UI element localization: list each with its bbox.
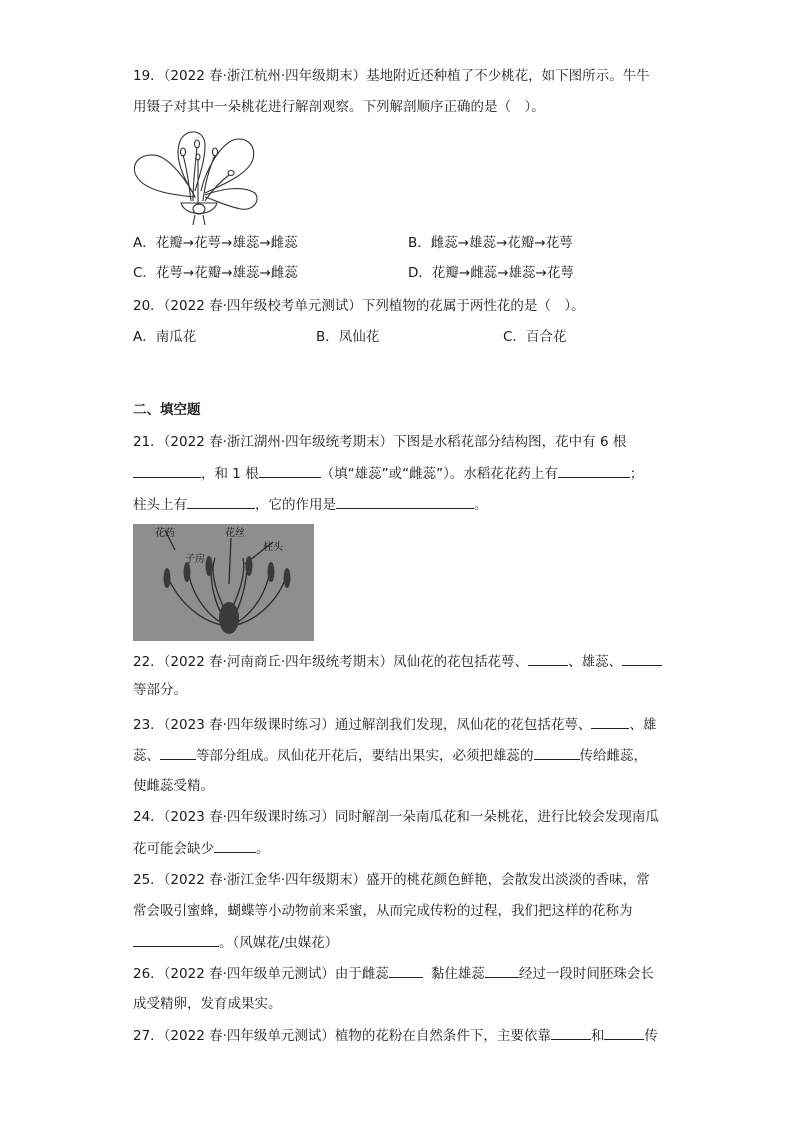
q26-line1: [133, 963, 654, 984]
q22-blank-2[interactable]: [622, 651, 662, 666]
q27-blank-1[interactable]: [551, 1025, 591, 1040]
q21-blank-1[interactable]: [133, 463, 201, 478]
q27-line1: [133, 1025, 658, 1046]
q19-option-b[interactable]: B．雌蕊→雄蕊→花瓣→花萼: [408, 235, 573, 251]
q20-option-c[interactable]: C．百合花: [503, 329, 567, 345]
q19-stem-line2: 用镊子对其中一朵桃花进行解剖观察。下列解剖顺序正确的是（ ）。: [133, 99, 545, 115]
q21-text-2b: （填“雄蕊”或“雌蕊”）。水稻花花药上有: [320, 466, 558, 482]
q19-stem-line1: 19．（2022 春·浙江杭州·四年级期末）基地附近还种植了不少桃花，如下图所示。牛牛: [133, 68, 650, 84]
q22-line2: 等部分。: [133, 682, 187, 698]
q20-option-b[interactable]: B．凤仙花: [316, 329, 380, 345]
q27-text-1a: 27．（2022 春·四年级单元测试）植物的花粉在自然条件下，主要依靠: [133, 1028, 551, 1044]
q27-blank-2[interactable]: [604, 1025, 644, 1040]
q22-text-1a: 22．（2022 春·河南商丘·四年级统考期末）凤仙花的花包括花萼、: [133, 654, 529, 670]
q22-line1: [133, 651, 662, 672]
q27-text-1c: 传: [644, 1028, 658, 1044]
q21-blank-2[interactable]: [259, 463, 321, 478]
rice-label-ovary: 子房: [185, 554, 205, 565]
q23-line3: 使雌蕊受精。: [133, 778, 214, 794]
q26-text-1b: 黏住雄蕊: [430, 966, 485, 982]
q25-line3: [133, 932, 338, 953]
rice-label-stigma: 柱头: [263, 542, 283, 553]
q22-blank-1[interactable]: [528, 651, 568, 666]
rice-flower-photo: [133, 524, 314, 641]
q23-text-2a: 蕊、: [133, 748, 160, 764]
q26-blank-1[interactable]: [389, 963, 423, 978]
q23-text-1b: 、雄: [629, 717, 657, 733]
q23-text-2c: 传给雌蕊，: [579, 748, 647, 764]
q27-text-1b: 和: [590, 1028, 605, 1044]
q26-blank-2[interactable]: [485, 963, 519, 978]
q20-option-a[interactable]: A．南瓜花: [133, 329, 197, 345]
rice-label-anther: 花药: [155, 528, 175, 539]
q19-option-a[interactable]: A．花瓣→花萼→雄蕊→雌蕊: [133, 235, 298, 251]
q20-stem: 20．（2022 春·四年级校考单元测试）下列植物的花属于两性花的是（ ）。: [133, 298, 585, 314]
q24-line2: [133, 838, 270, 859]
q23-blank-3[interactable]: [534, 745, 580, 760]
q24-line1: 24．（2023 春·四年级课时练习）同时解剖一朵南瓜花和一朵桃花，进行比较会发现南瓜: [133, 809, 659, 825]
peach-flower-diagram: [133, 125, 261, 225]
q23-text-1a: 23．（2023 春·四年级课时练习）通过解剖我们发现，凤仙花的花包括花萼、: [133, 717, 592, 733]
q21-blank-4[interactable]: [187, 494, 255, 509]
q23-blank-2[interactable]: [160, 745, 196, 760]
q21-line1: 21．（2022 春·浙江湖州·四年级统考期末）下图是水稻花部分结构图，花中有 6 根: [133, 434, 627, 450]
q21-blank-5[interactable]: [336, 494, 474, 509]
q24-blank-1[interactable]: [214, 838, 256, 853]
q23-line2: [133, 745, 647, 766]
q25-blank-1[interactable]: [133, 932, 219, 947]
q21-text-3b: ，它的作用是: [255, 497, 336, 513]
rice-flower-figure: [133, 524, 314, 641]
q21-blank-3[interactable]: [558, 463, 630, 478]
q21-line3: [133, 494, 488, 515]
q25-text-3: 。（风媒花/虫媒花）: [219, 935, 339, 951]
q26-text-1c: 经过一段时间胚珠会长: [518, 966, 654, 982]
q25-line1: 25．（2022 春·浙江金华·四年级期末）盛开的桃花颜色鲜艳，会散发出淡淡的香味，常: [133, 872, 650, 888]
section-fill-in-title: 二、填空题: [133, 402, 201, 418]
rice-label-filament: 花丝: [225, 528, 245, 539]
q24-text-2a: 花可能会缺少: [133, 841, 214, 857]
q26-text-1a: 26．（2022 春·四年级单元测试）由于雌蕊: [133, 966, 389, 982]
q21-line2: [133, 463, 643, 484]
q24-text-2b: 。: [256, 841, 270, 857]
q26-line2: 成受精卵，发育成果实。: [133, 996, 282, 1012]
q23-line1: [133, 714, 656, 735]
q25-line2: 常会吸引蜜蜂，蝴蝶等小动物前来采蜜，从而完成传粉的过程，我们把这样的花称为: [133, 903, 633, 919]
q19-option-d[interactable]: D．花瓣→雌蕊→雄蕊→花萼: [408, 265, 574, 281]
q23-blank-1[interactable]: [591, 714, 629, 729]
q19-option-c[interactable]: C．花萼→花瓣→雄蕊→雌蕊: [133, 265, 298, 281]
q22-text-1b: 、雄蕊、: [568, 654, 623, 670]
q21-text-2a: ，和 1 根: [201, 466, 259, 482]
q23-text-2b: 等部分组成。凤仙花开花后，要结出果实，必须把雄蕊的: [196, 748, 534, 764]
q21-text-2c: ；: [629, 466, 644, 482]
q21-text-3a: 柱头上有: [133, 497, 187, 513]
q21-text-3c: 。: [474, 497, 488, 513]
